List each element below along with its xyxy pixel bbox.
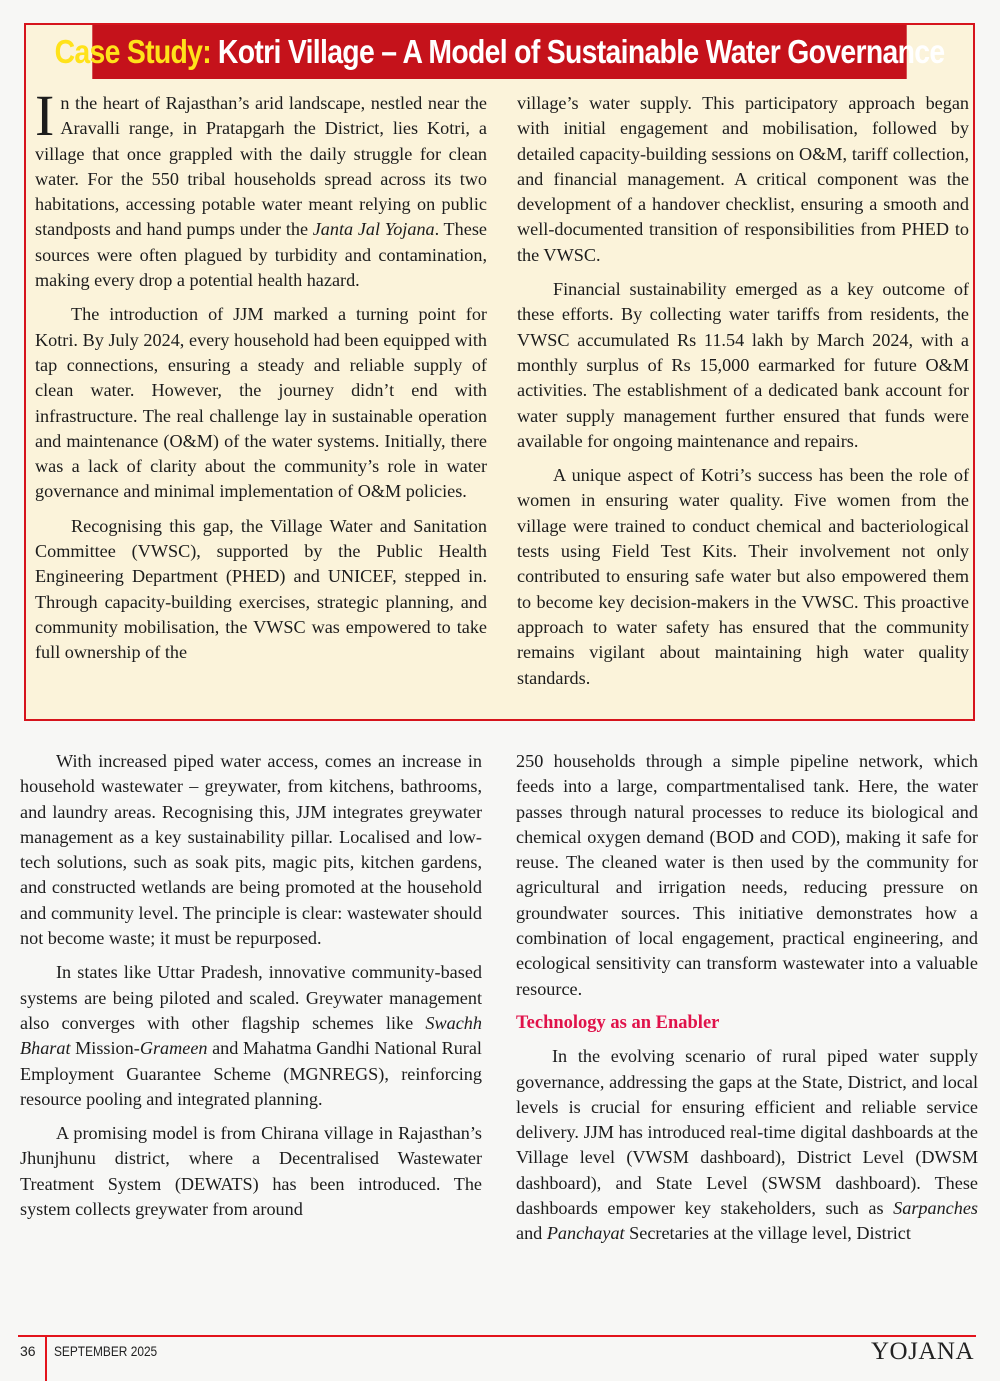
paragraph-text: and [516,1223,547,1244]
paragraph-text: and Mahatma Gandhi National Rural Employment Guarantee Scheme (MGNREGS), reinforcing resource pooling and integrated planning. [20,1038,482,1109]
paragraph-text: In the evolving scenario of rural piped water supply governance, addressing the gaps at the State, District, and local levels is crucial for ensuring efficient and reliable service delivery. JJM has introduced real-time digital dashboards at the Village level (VWSM dashboard), District Level (DWSM dashboard), and State Level (SWSM dashboard). These dashboards empower key stakeholders, such as [516,1046,978,1219]
case-paragraph: The introduction of JJM marked a turning point for Kotri. By July 2024, every household had been equipped with tap connections, ensuring a steady and reliable supply of clean water. However, the journey didn’t end with infrastructure. The real challenge lay in sustainable operation and maintenance (O&M) of the water systems. Initially, there was a lack of clarity about the community’s role in water governance and minimal implementation of O&M policies. [35,304,487,502]
footer-divider [18,1335,976,1337]
case-study-right-column [517,91,969,700]
paragraph-text: In states like Uttar Pradesh, innovative community-based systems are being piloted and scaled. Greywater management also converges with other flagship schemes like [20,962,482,1033]
body-paragraph [516,1044,978,1246]
main-left-column [20,749,482,1231]
paragraph-text: . These sources were often plagued by turbidity and contamination, making every drop a potential health hazard. [35,219,487,291]
case-paragraph [35,83,487,293]
drop-cap: I [35,83,55,148]
case-paragraph: Recognising this gap, the Village Water and Sanitation Committee (VWSC), supported by the Public Health Engineering Department (PHED) and UNICEF, stepped in. Through capacity-building exercises, strategic planning, and community mobilisation, the VWSC was empowered to take full ownership of the [35,515,487,663]
italic-text: Panchayat [546,1223,625,1244]
case-paragraph: A unique aspect of Kotri’s success has been the role of women in ensuring water quality. Five women from the village were trained to conduct chemical and bacteriological tests using Field Test Kits. Their involvement not only contributed to ensuring safe water but also empowered them to become key decision-makers in the VWSC. This proactive approach to water safety has ensured that the community remains vigilant about maintaining high water quality standards. [517,465,969,688]
issue-date: SEPTEMBER 2025 [54,1343,158,1359]
footer-vertical-divider [45,1335,47,1381]
case-paragraph: Financial sustainability emerged as a key outcome of these efforts. By collecting water tariffs from residents, the VWSC accumulated Rs 11.54 lakh by March 2024, with a monthly surplus of Rs 15,000 earmarked for future O&M activities. The establishment of a dedicated bank account for water supply management further ensured that funds were available for ongoing maintenance and repairs. [517,279,969,451]
case-study-title [54,25,945,79]
body-paragraph: 250 households through a simple pipeline network, which feeds into a large, compartmentalised tank. Here, the water passes through natural processes to reduce its biological and chemical oxygen demand (BOD and COD), making it safe for reuse. The cleaned water is then used by the community for agricultural and irrigation needs, reducing pressure on groundwater sources. This initiative demonstrates how a combination of local engagement, practical engineering, and ecological sensitivity can transform wastewater into a valuable resource. [516,751,978,999]
italic-text: Sarpanches [893,1198,978,1219]
paragraph-text: n the heart of Rajasthan’s arid landscape, nestled near the Aravalli range, in Pratapgarh the District, lies Kotri, a village that once grappled with the daily struggle for clean water. For the 550 tribal households spread across its two habitations, accessing potable water meant relying on public standposts and hand pumps under the [35,93,487,240]
body-paragraph [20,960,482,1112]
italic-text: Janta Jal Yojana [312,219,435,240]
case-study-box [24,23,975,721]
magazine-name: YOJANA [871,1338,974,1365]
case-study-title-prefix: Case Study: [54,33,212,70]
italic-text: Grameen [139,1038,208,1059]
main-right-column [516,749,978,1256]
body-paragraph: With increased piped water access, comes an increase in household wastewater – greywater, from kitchens, bathrooms, and laundry areas. Recognising this, JJM integrates greywater management as a key sustainability pillar. Localised and low-tech solutions, such as soak pits, magic pits, kitchen gardens, and constructed wetlands are being promoted at the household and community level. The principle is clear: wastewater should not become waste; it must be repurposed. [20,751,482,949]
section-heading: Technology as an Enabler [516,1012,720,1033]
body-paragraph: A promising model is from Chirana village in Rajasthan’s Jhunjhunu district, where a Decentralised Wastewater Treatment System (DEWATS) has been introduced. The system collects greywater from around [20,1123,482,1220]
italic-text: Swachh Bharat [20,1012,482,1059]
case-study-title-text: Kotri Village – A Model of Sustainable Water Governance [217,33,945,70]
paragraph-text: Mission- [70,1038,140,1059]
paragraph-text: Secretaries at the village level, District [624,1223,911,1244]
case-study-left-column [35,83,487,675]
case-paragraph: village’s water supply. This participatory approach began with initial engagement and mobilisation, followed by detailed capacity-building sessions on O&M, tariff collection, and financial management. A critical component was the development of a handover checklist, ensuring a smooth and well-documented transition of responsibilities from PHED to the VWSC. [517,93,969,265]
page-number: 36 [20,1343,36,1359]
